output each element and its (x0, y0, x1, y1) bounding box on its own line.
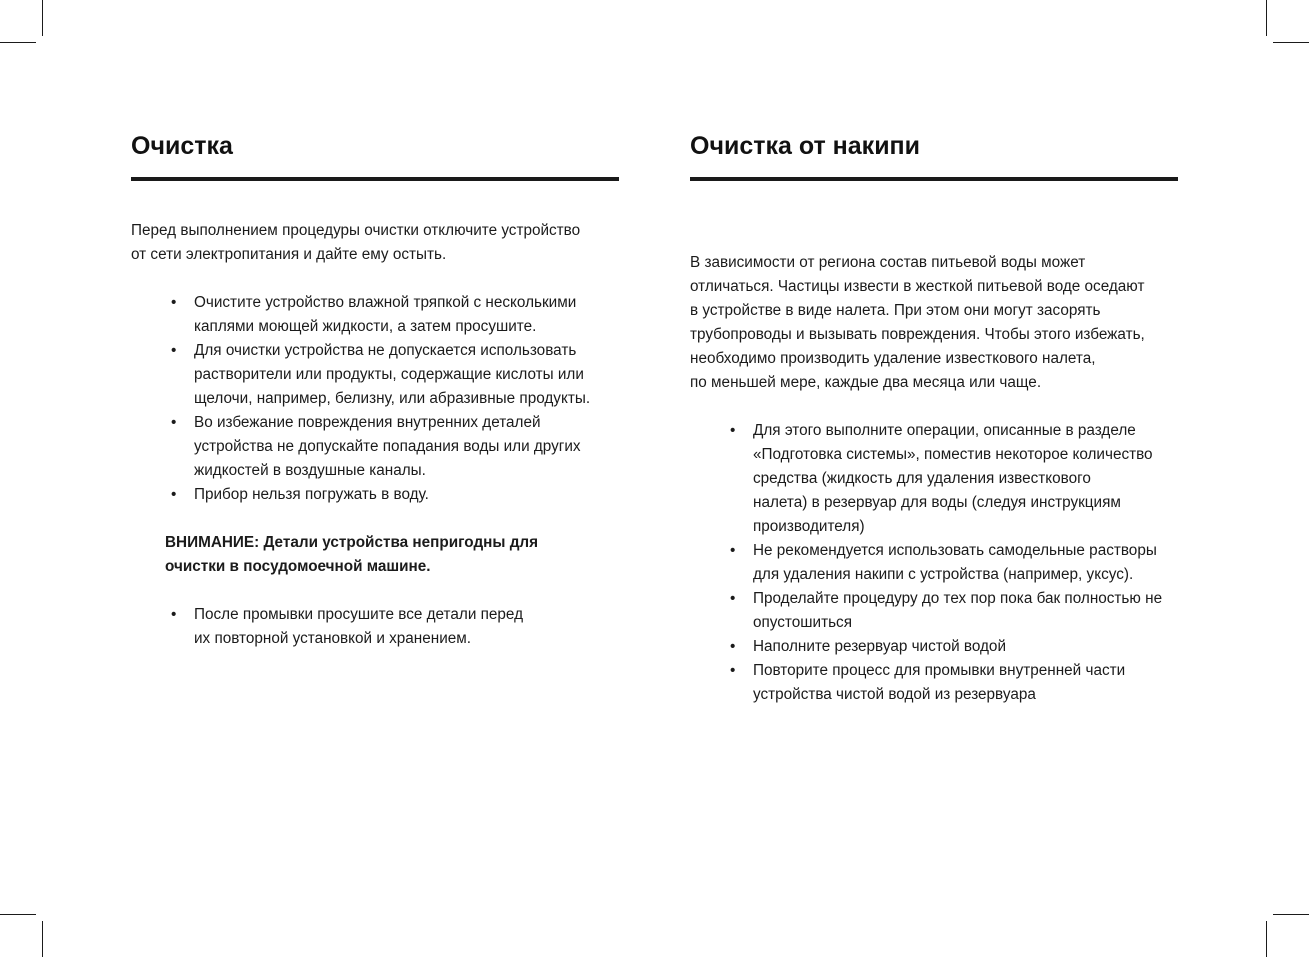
crop-mark (42, 921, 43, 957)
intro-paragraph: В зависимости от региона состав питьевой воды может отличаться. Частицы извести в жесткой питьевой воде оседают в устройстве в виде налета. При этом они могут засорять трубопроводы и вызывать повреждения. Чтобы этого избежать, необходимо производить удаление известкового налета, по меньшей мере, каждые два месяца или чаще. (690, 254, 1145, 391)
crop-mark (1273, 42, 1309, 43)
section-title: Очистка (131, 132, 233, 160)
list-item: • Очистите устройство влажной тряпкой с несколькими каплями моющей жидкости, а затем просушите. (171, 291, 590, 339)
title-rule (131, 177, 619, 181)
crop-mark (0, 914, 36, 915)
section-title: Очистка от накипи (690, 132, 921, 160)
after-wash-list (171, 603, 523, 651)
list-item: • Не рекомендуется использовать самодельные растворы для удаления накипи с устройства (например, уксус). (730, 539, 1162, 587)
crop-mark (0, 42, 36, 43)
title-rule (690, 177, 1178, 181)
descaling-list (730, 419, 1162, 707)
crop-mark (1266, 921, 1267, 957)
cleaning-list (171, 291, 590, 507)
list-item: • Наполните резервуар чистой водой (730, 635, 1162, 659)
list-item: • Прибор нельзя погружать в воду. (171, 483, 590, 507)
crop-mark (1266, 0, 1267, 36)
list-item: • Для очистки устройства не допускается использовать растворители или продукты, содержащие кислоты или щелочи, например, белизну, или абразивные продукты. (171, 339, 590, 411)
crop-mark (42, 0, 43, 36)
warning-note: ВНИМАНИЕ: Детали устройства непригодны для очистки в посудомоечной машине. (165, 534, 539, 575)
list-item: • После промывки просушите все детали перед их повторной установкой и хранением. (171, 603, 523, 651)
list-item: • Проделайте процедуру до тех пор пока бак полностью не опустошиться (730, 587, 1162, 635)
list-item: • Повторите процесс для промывки внутренней части устройства чистой водой из резервуара (730, 659, 1162, 707)
list-item: • Во избежание повреждения внутренних деталей устройства не допускайте попадания воды или других жидкостей в воздушные каналы. (171, 411, 590, 483)
intro-paragraph: Перед выполнением процедуры очистки отключите устройство от сети электропитания и дайте ему остыть. (131, 222, 581, 263)
list-item: • Для этого выполните операции, описанные в разделе «Подготовка системы», поместив некоторое количество средства (жидкость для удаления известкового налета) в резервуар для воды (следуя инструкциям производителя) (730, 419, 1162, 539)
crop-mark (1273, 914, 1309, 915)
